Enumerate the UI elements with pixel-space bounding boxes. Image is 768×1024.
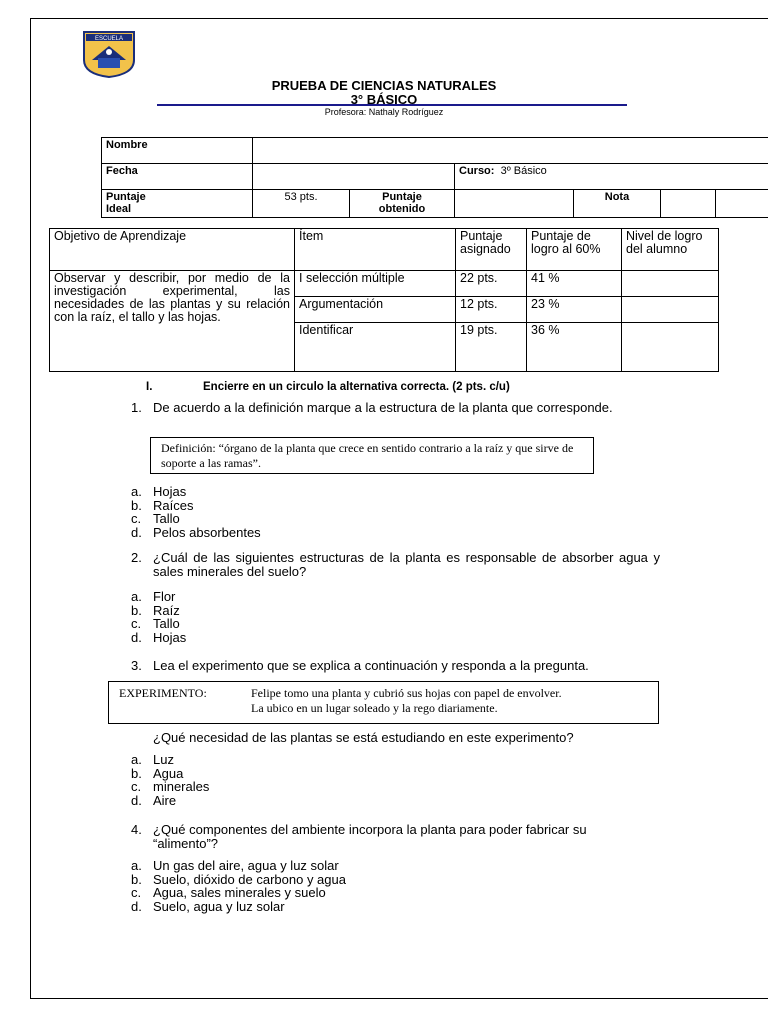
teacher-name: Profesora: Nathaly Rodríguez <box>324 107 444 117</box>
experiment-label: EXPERIMENTO: <box>119 686 207 700</box>
test-title: PRUEBA DE CIENCIAS NATURALES <box>271 78 497 93</box>
grade-title: 3° BÁSICO <box>350 92 418 107</box>
question-3-subquestion: ¿Qué necesidad de las plantas se está estudiando en este experimento? <box>153 730 574 745</box>
puntaje-ideal-value: 53 pts. <box>253 190 350 218</box>
list-item[interactable]: b. Raíz <box>131 602 180 618</box>
section-number: I. <box>146 381 153 393</box>
curso-value: 3º Básico <box>500 165 547 177</box>
list-item[interactable]: c. Tallo <box>131 616 180 631</box>
question-3-text: Lea el experimento que se explica a continuación y responda a la pregunta. <box>153 658 589 673</box>
question-3-options <box>131 753 209 807</box>
question-4-options <box>131 859 346 913</box>
curso-cell <box>455 164 768 190</box>
objectives-header-logro: Puntaje de logro al 60% <box>527 229 622 271</box>
list-item[interactable]: c. Tallo <box>131 511 180 526</box>
section-instruction: Encierre en un circulo la alternativa correcta. (2 pts. c/u) <box>203 381 510 393</box>
question-1-number: 1. <box>131 400 142 415</box>
list-item[interactable]: a. Hojas <box>131 484 187 499</box>
logo-text: ESCUELA <box>94 36 124 42</box>
table-row-nivel[interactable] <box>622 271 719 297</box>
list-item[interactable]: a. Un gas del aire, agua y luz solar <box>131 858 339 873</box>
question-4-text-line-2: “alimento”? <box>153 836 219 851</box>
objectives-header-puntaje: Puntaje asignado <box>456 229 527 271</box>
puntaje-ideal-label: Puntaje Ideal <box>102 190 253 218</box>
nombre-field[interactable] <box>253 138 768 164</box>
list-item[interactable]: a. Luz <box>131 752 174 767</box>
puntaje-obtenido-field[interactable] <box>455 190 574 218</box>
fecha-field[interactable] <box>253 164 455 190</box>
question-2-number: 2. <box>131 550 142 565</box>
question-1-text: De acuerdo a la definición marque a la estructura de la planta que corresponde. <box>153 400 613 415</box>
table-row-item: Identificar <box>295 322 456 372</box>
school-logo <box>82 30 136 78</box>
table-row-logro: 23 % <box>527 296 622 322</box>
list-item[interactable]: c. Agua, sales minerales y suelo <box>131 885 326 900</box>
experiment-line-1: Felipe tomo una planta y cubrió sus hojas con papel de envolver. <box>251 686 562 700</box>
table-row-logro: 41 % <box>527 271 622 297</box>
curso-label: Curso: <box>459 165 495 177</box>
table-row-nivel[interactable] <box>622 322 719 372</box>
list-item[interactable]: b. Suelo, dióxido de carbono y agua <box>131 871 346 887</box>
nota-extra-cell <box>716 190 768 218</box>
table-row-puntaje: 19 pts. <box>456 322 527 372</box>
definition-box: Definición: “órgano de la planta que crece en sentido contrario a la raíz y que sirve de soporte a las ramas”. <box>150 437 594 474</box>
table-row-nivel[interactable] <box>622 296 719 322</box>
list-item[interactable]: d. Pelos absorbentes <box>131 524 261 540</box>
table-row-puntaje: 22 pts. <box>456 271 527 297</box>
question-2-text: ¿Cuál de las siguientes estructuras de la planta es responsable de absorber agua y sales minerales del suelo? <box>153 550 660 579</box>
puntaje-obtenido-label: Puntaje obtenido <box>350 190 455 218</box>
list-item[interactable]: d. Aire <box>131 792 177 808</box>
table-row-item: I selección múltiple <box>295 271 456 297</box>
question-1-options <box>131 485 261 539</box>
nota-label: Nota <box>574 190 661 218</box>
table-row-puntaje: 12 pts. <box>456 296 527 322</box>
title-underline <box>157 104 627 106</box>
objectives-header-objetivo: Objetivo de Aprendizaje <box>50 229 295 271</box>
list-item[interactable]: b. Agua <box>131 765 184 781</box>
table-row-logro: 36 % <box>527 322 622 372</box>
list-item[interactable]: b. Raíces <box>131 497 194 513</box>
objectives-table <box>49 228 719 372</box>
objectives-header-nivel: Nivel de logro del alumno <box>622 229 719 271</box>
list-item[interactable]: d. Hojas <box>131 629 187 645</box>
list-item[interactable]: a. Flor <box>131 589 176 604</box>
nombre-label: Nombre <box>102 138 253 164</box>
fecha-label: Fecha <box>102 164 253 190</box>
experiment-box <box>108 681 659 724</box>
list-item[interactable]: c. minerales <box>131 779 210 794</box>
objective-description: Observar y describir, por medio de la investigación experimental, las necesidades de las plantas y su relación con la raíz, el tallo y las hojas. <box>50 271 295 372</box>
table-row-item: Argumentación <box>295 296 456 322</box>
list-item[interactable]: d. Suelo, agua y luz solar <box>131 898 285 914</box>
question-2-options <box>131 590 186 644</box>
nota-field[interactable] <box>661 190 716 218</box>
experiment-line-2: La ubico en un lugar soleado y la rego diariamente. <box>251 701 498 715</box>
question-4-text-line-1: ¿Qué componentes del ambiente incorpora la planta para poder fabricar su <box>153 822 587 837</box>
objectives-header-item: Ítem <box>295 229 456 271</box>
question-4-number: 4. <box>131 822 142 837</box>
question-3-number: 3. <box>131 658 142 673</box>
student-info-table <box>101 137 768 218</box>
